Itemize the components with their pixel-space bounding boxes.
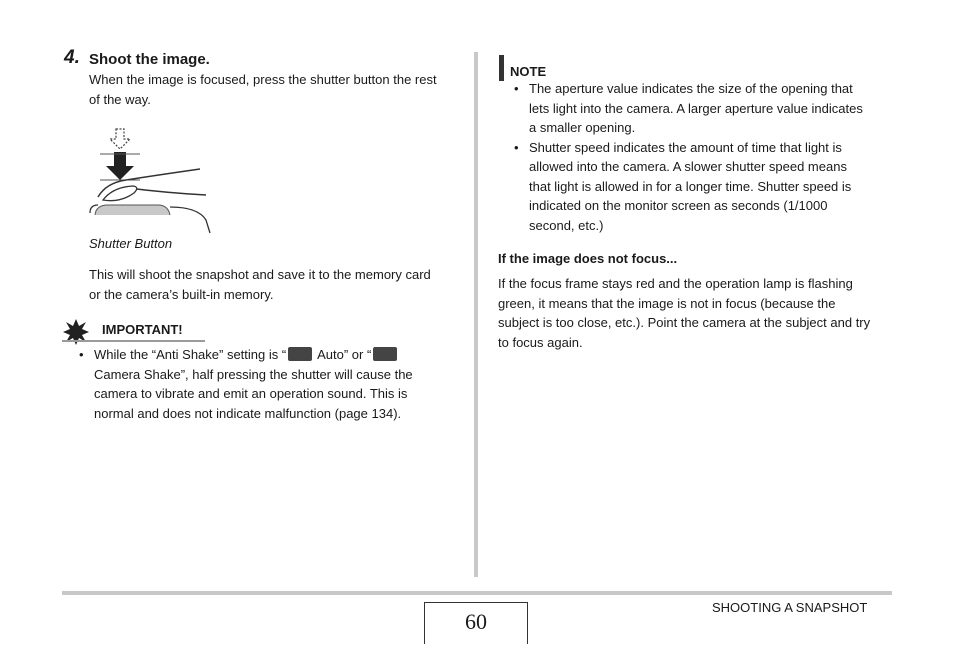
bullet-dot: •	[514, 139, 519, 155]
note-item	[514, 138, 899, 236]
bullet-dot: •	[514, 81, 519, 96]
important-text: Auto” or “	[314, 347, 372, 362]
focus-line: subject is too close, etc.). Point the camera at the subject and try	[498, 315, 871, 330]
step-text-line: When the image is focused, press the shutter button the rest	[89, 72, 437, 87]
step-number: 4.	[64, 47, 80, 68]
note-line: that light is allowed in for a longer time. Shutter speed is	[529, 178, 852, 194]
note-line: lets light into the camera. A larger aperture value indicates	[529, 100, 863, 116]
important-line	[94, 345, 454, 365]
important-line: normal and does not indicate malfunction (page 134).	[94, 405, 402, 421]
figure-caption: Shutter Button	[89, 236, 173, 251]
camera-shake-icon	[373, 347, 397, 361]
focus-line: If the focus frame stays red and the operation lamp is flashing	[498, 276, 853, 291]
note-line: indicated on the monitor screen as seconds (1/1000	[529, 198, 828, 213]
important-line: Camera Shake”, half pressing the shutter will cause the	[94, 366, 413, 382]
step-title: Shoot the image.	[89, 51, 210, 68]
footer-rule	[62, 591, 892, 595]
important-line: camera to vibrate and emit an operation sound. This is	[94, 386, 408, 401]
important-bullet	[79, 345, 454, 423]
important-text: While the “Anti Shake” setting is “	[94, 347, 287, 362]
bullet-dot: •	[79, 347, 84, 362]
note-line: second, etc.)	[529, 217, 604, 233]
important-rule	[62, 340, 205, 342]
step-text	[89, 70, 437, 109]
note-line: allowed into the camera. A slower shutter speed means	[529, 159, 847, 174]
note-line: Shutter speed indicates the amount of time that light is	[529, 139, 842, 155]
focus-subheading: If the image does not focus...	[498, 251, 678, 266]
note-item	[514, 79, 899, 138]
focus-line: green, it means that the image is not in focus (because the	[498, 295, 836, 311]
section-title: SHOOTING A SNAPSHOT	[712, 600, 868, 615]
note-line: a smaller opening.	[529, 120, 636, 135]
column-divider	[474, 52, 478, 577]
note-list	[514, 79, 899, 235]
result-text	[89, 265, 431, 304]
focus-paragraph	[498, 274, 898, 352]
result-text-line: or the camera’s built-in memory.	[89, 286, 274, 302]
focus-line: to focus again.	[498, 334, 583, 350]
result-text-line: This will shoot the snapshot and save it to the memory card	[89, 267, 431, 282]
note-marker	[499, 55, 504, 81]
page-number: 60	[424, 602, 528, 644]
note-title: NOTE	[510, 64, 547, 79]
note-line: The aperture value indicates the size of the opening that	[529, 81, 853, 96]
anti-shake-auto-icon	[288, 347, 312, 361]
shutter-press-figure	[88, 125, 218, 235]
important-title: IMPORTANT!	[102, 322, 183, 337]
step-text-line: of the way.	[89, 91, 151, 107]
